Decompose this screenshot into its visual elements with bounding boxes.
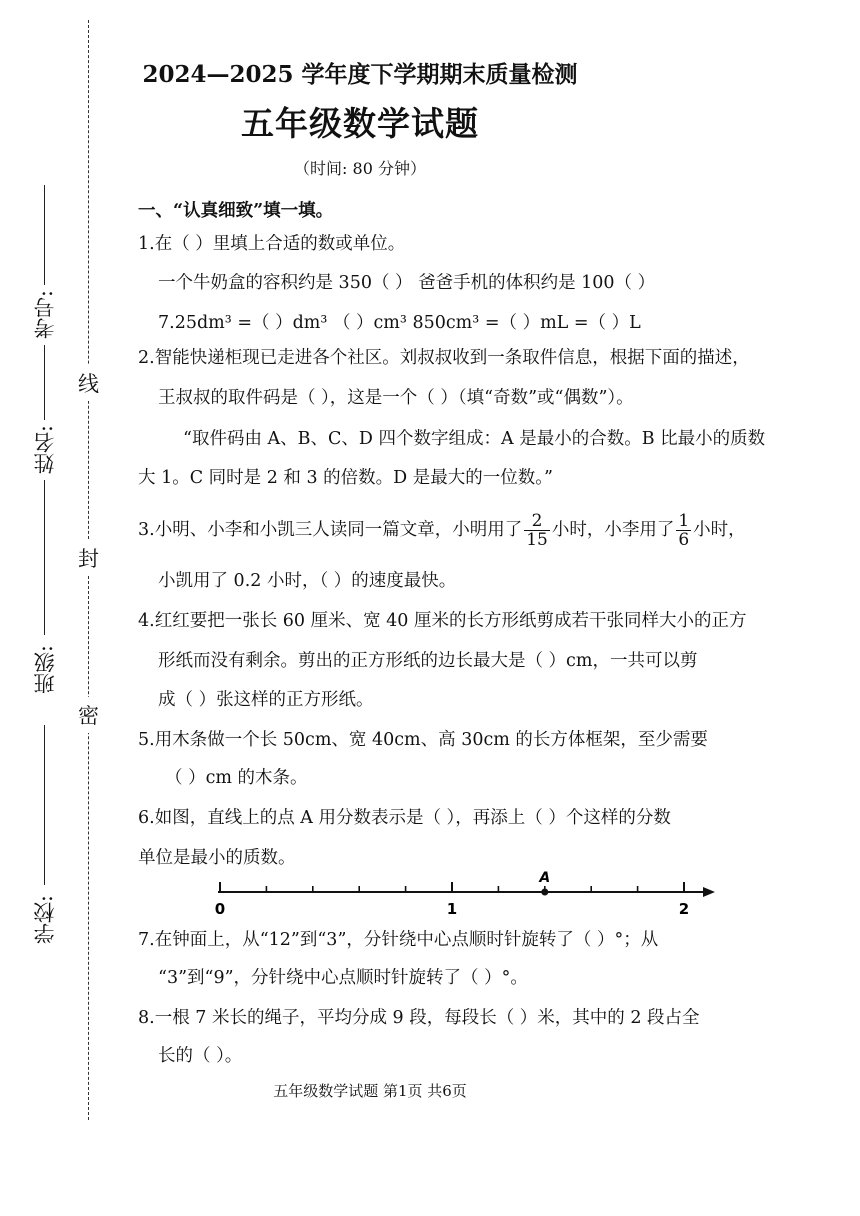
fraction-2-15 xyxy=(524,512,550,549)
page-footer: 五年级数学试题 第1页 共6页 xyxy=(273,1082,467,1100)
tick-label-1: 1 xyxy=(446,900,458,918)
question-line: 一个牛奶盒的容积约是 350（ ） 爸爸手机的体积约是 100（ ） xyxy=(158,273,656,293)
point-a-label: A xyxy=(539,870,551,886)
question-line: 大 1。C 同时是 2 和 3 的倍数。D 是最大的一位数。” xyxy=(138,468,553,488)
exam-number-field[interactable] xyxy=(44,185,45,285)
seal-char-line: 线 xyxy=(78,365,99,401)
question-line: 7.25dm³ =（ ）dm³ （ ）cm³ 850cm³ =（ ）mL =（ ）L xyxy=(158,313,641,333)
question-line: 王叔叔的取件码是（ ），这是一个（ ）（填“奇数”或“偶数”）。 xyxy=(158,388,634,408)
exam-subtitle: 2024—2025 学年度下学期期末质量检测 xyxy=(142,61,578,88)
fraction-denominator: 15 xyxy=(526,530,548,550)
question-line: （ ）cm 的木条。 xyxy=(165,768,308,788)
question-line: 6.如图，直线上的点 A 用分数表示是（ ），再添上（ ）个这样的分数 xyxy=(138,808,671,828)
question-line: 单位是最小的质数。 xyxy=(138,848,296,868)
class-field[interactable] xyxy=(44,480,45,635)
point-a-dot xyxy=(541,889,548,896)
question-line: “取件码由 A、B、C、D 四个数字组成：A 是最小的合数。B 比最小的质数 xyxy=(183,429,766,449)
question-3-line xyxy=(138,508,746,552)
question-line: 5.用木条做一个长 50cm、宽 40cm、高 30cm 的长方体框架，至少需要 xyxy=(138,730,708,750)
fraction-numerator: 2 xyxy=(524,512,550,531)
number-line-figure xyxy=(200,868,730,920)
question-line: 小凯用了 0.2 小时，（ ）的速度最快。 xyxy=(158,571,457,591)
question-line: 8.一根 7 米长的绳子，平均分成 9 段，每段长（ ）米，其中的 2 段占全 xyxy=(138,1008,700,1028)
question-line: 形纸而没有剩余。剪出的正方形纸的边长最大是（ ）cm，一共可以剪 xyxy=(158,651,698,671)
exam-title: 五年级数学试题 xyxy=(241,104,479,143)
question-line: 成（ ）张这样的正方形纸。 xyxy=(158,690,374,710)
question-text: 小时，小李用了 xyxy=(551,520,675,540)
binding-margin xyxy=(0,0,112,1216)
question-line: 4.红红要把一张长 60 厘米、宽 40 厘米的长方形纸剪成若干张同样大小的正方 xyxy=(138,611,747,631)
fraction-1-6 xyxy=(676,512,691,549)
seal-char-seal: 封 xyxy=(78,540,99,576)
seal-char-secret: 密 xyxy=(78,697,99,733)
question-line: 7.在钟面上，从“12”到“3”，分针绕中心点顺时针旋转了（ ）°；从 xyxy=(138,930,659,950)
question-line: 2.智能快递柜现已走进各个社区。刘叔叔收到一条取件信息，根据下面的描述， xyxy=(138,348,750,368)
name-label: 姓名: xyxy=(33,425,57,475)
exam-time: （时间: 80 分钟） xyxy=(294,159,426,178)
tick-label-2: 2 xyxy=(678,900,690,918)
fraction-denominator: 6 xyxy=(678,530,690,550)
question-text: 小时， xyxy=(693,520,746,540)
tick-label-0: 0 xyxy=(214,900,226,918)
exam-number-label: 考号: xyxy=(33,290,57,340)
question-line: 1.在（ ）里填上合适的数或单位。 xyxy=(138,234,406,254)
name-field[interactable] xyxy=(44,345,45,420)
question-text: 3.小明、小李和小凯三人读同一篇文章，小明用了 xyxy=(138,520,523,540)
school-field[interactable] xyxy=(44,725,45,885)
number-line-arrow xyxy=(703,887,715,897)
school-label: 学校: xyxy=(33,895,57,945)
fraction-numerator: 1 xyxy=(678,511,690,531)
section-heading: 一、“认真细致”填一填。 xyxy=(138,201,334,221)
question-line: “3”到“9”，分针绕中心点顺时针旋转了（ ）°。 xyxy=(158,968,528,988)
question-line: 长的（ ）。 xyxy=(158,1046,243,1066)
class-label: 班级: xyxy=(33,645,57,695)
